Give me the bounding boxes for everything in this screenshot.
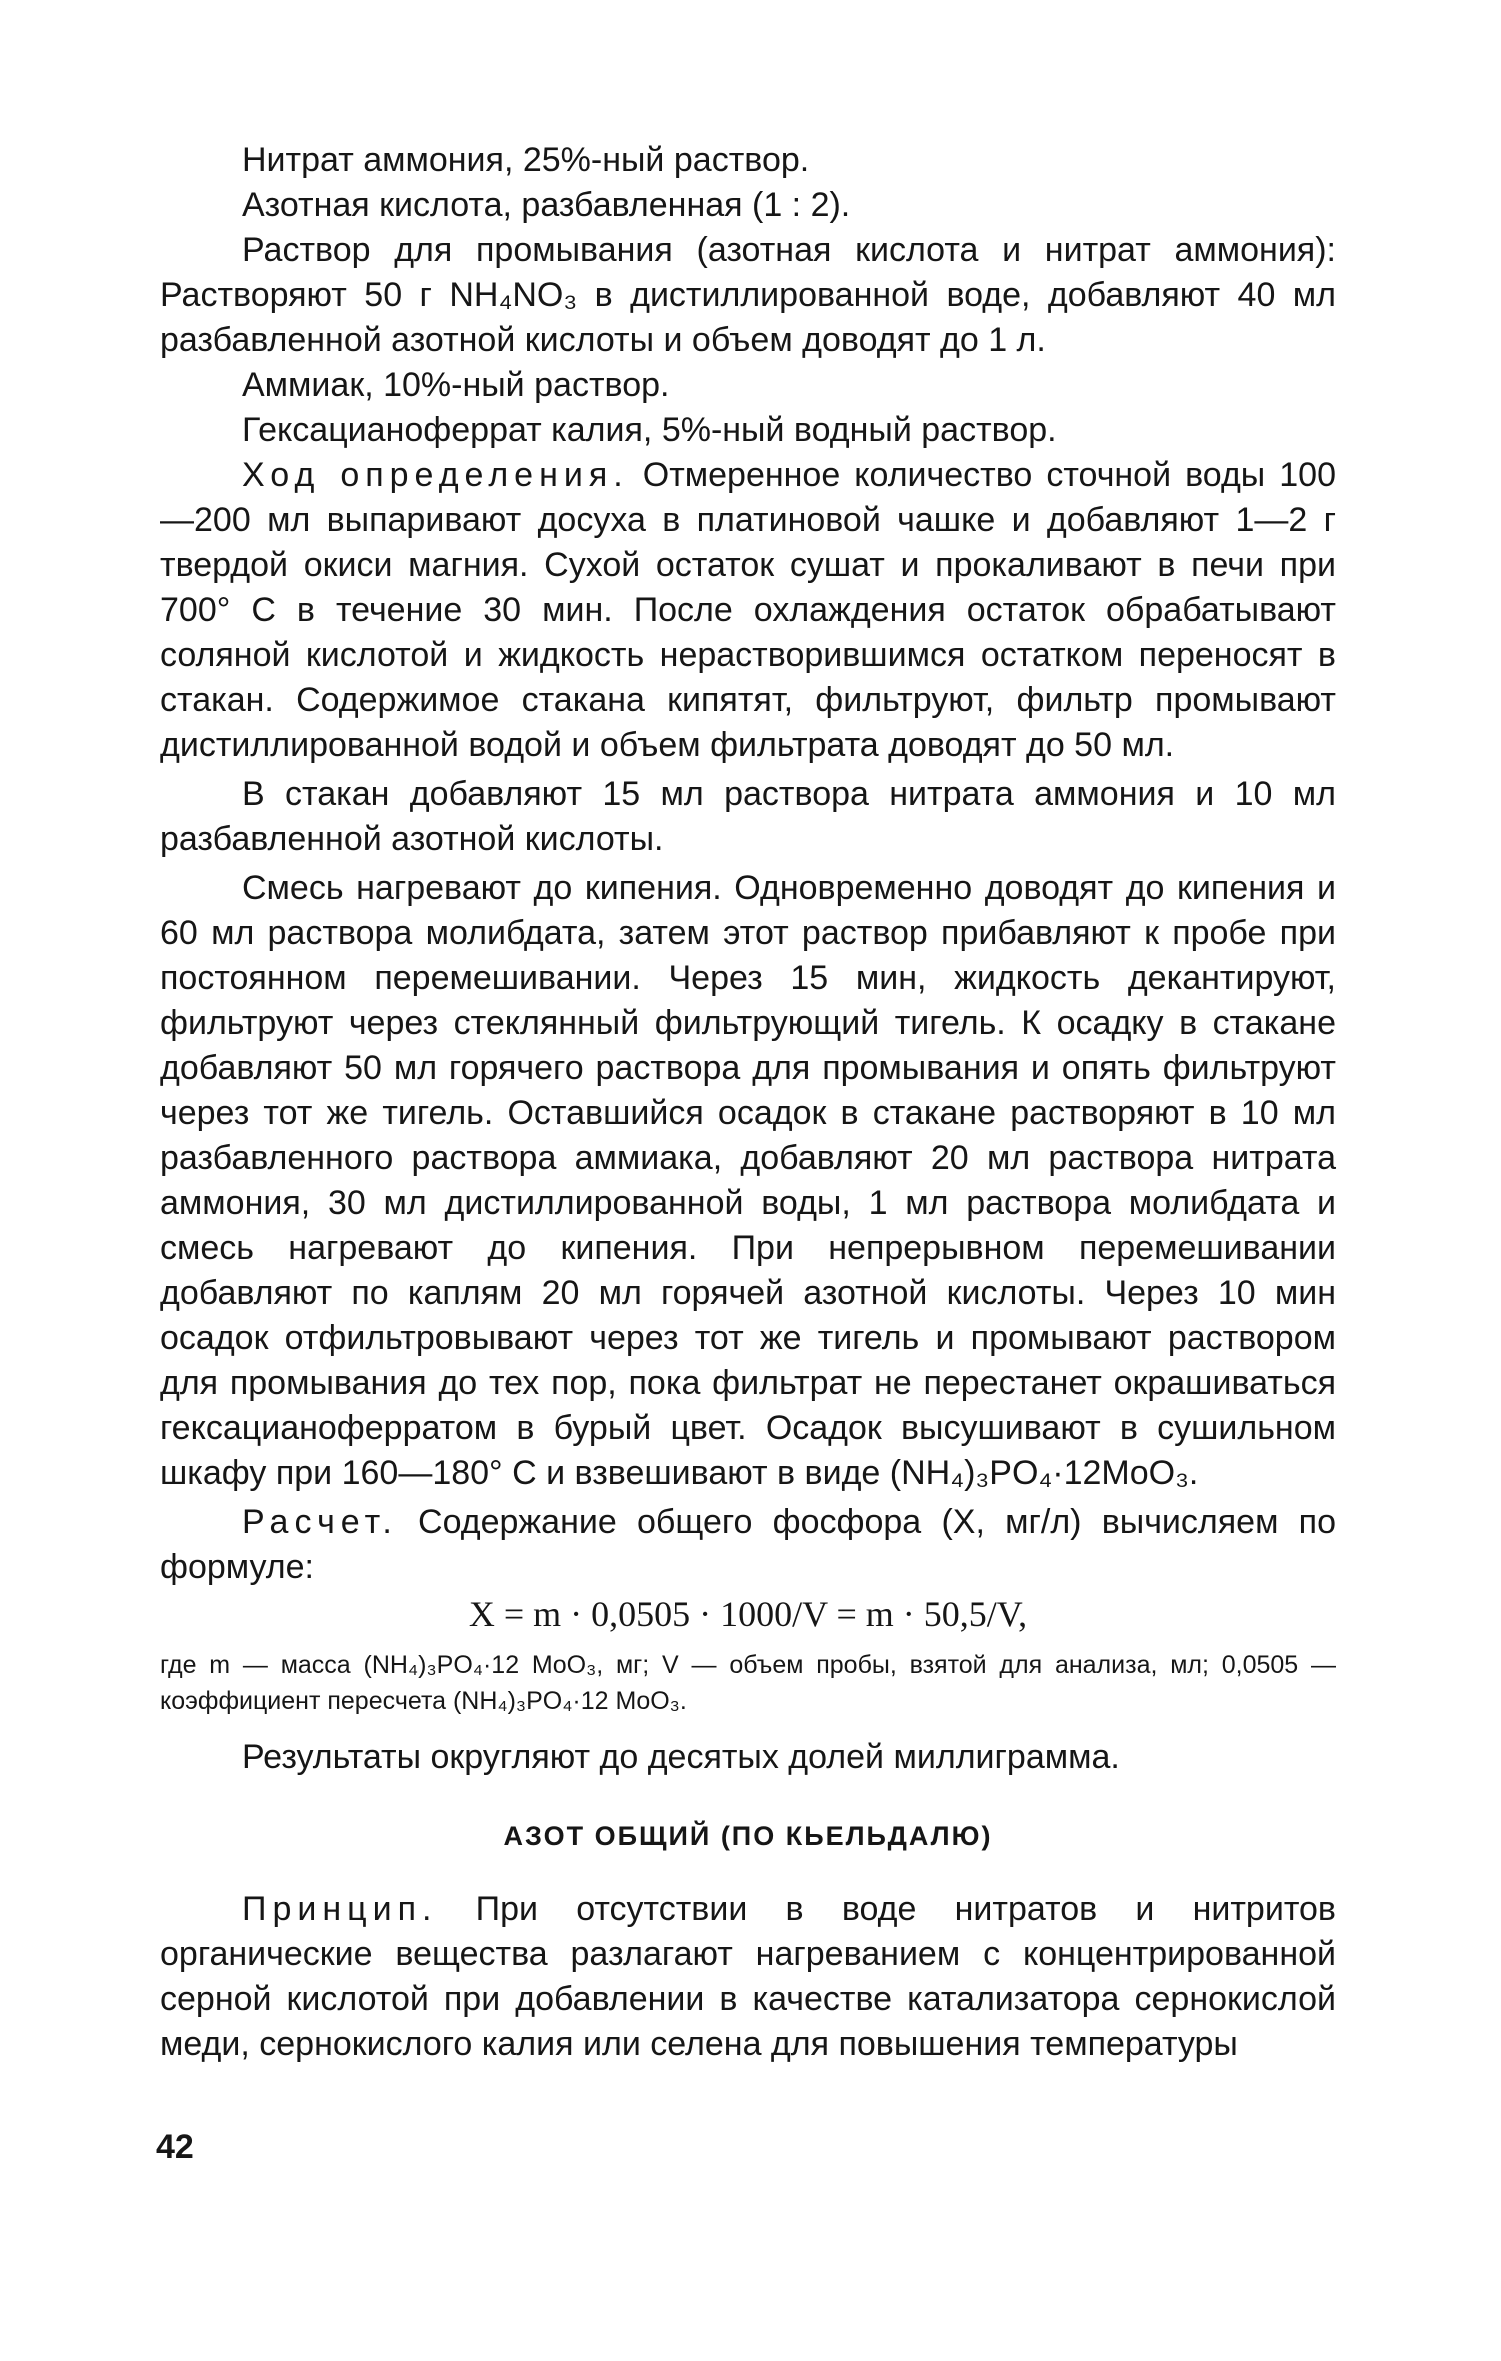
principle-paragraph: [160, 1887, 1336, 2067]
reagent-ammonium-nitrate: Нитрат аммония, 25%-ный раствор.: [242, 141, 810, 179]
reagent-nitric-acid: Азотная кислота, разбавленная (1 : 2).: [242, 186, 851, 224]
procedure-paragraph-2: В стакан добавляют 15 мл раствора нитрата аммония и 10 мл разбавленной азотной кислоты.: [160, 775, 1336, 858]
reagent-wash-solution: Раствор для промывания (азотная кислота и нитрат аммония): Растворяют 50 г NH₄NO₃ в дистиллированной воде, добавляют 40 мл разбавленной азотной кислоты и объем доводят до 1 л.: [160, 231, 1336, 359]
procedure-paragraph: [160, 453, 1336, 768]
page-body: [160, 138, 1336, 2067]
procedure-text: Отмеренное количество сточной воды 100—200 мл выпаривают досуха в платиновой чашке и добавляют 1—2 г твердой окиси магния. Сухой остаток сушат и прокаливают в печи при 700° С в течение 30 мин. После охлаждения остаток обрабатывают соляной кислотой и жидкость нерастворившимся остатком переносят в стакан. Содержимое стакана кипятят, фильтруют, фильтр промывают дистиллированной водой и объем фильтрата доводят до 50 мл.: [160, 456, 1336, 764]
reagent-hexacyanoferrate: Гексацианоферрат калия, 5%-ный водный раствор.: [242, 411, 1057, 449]
calculation-paragraph: [160, 1500, 1336, 1590]
page-number: 42: [156, 2128, 194, 2166]
calculation-text: Содержание общего фосфора (X, мг/л) вычисляем по формуле:: [160, 1503, 1336, 1586]
calculation-formula: X = m · 0,0505 · 1000/V = m · 50,5/V,: [468, 1594, 1028, 1634]
calculation-heading: Расчет.: [242, 1503, 398, 1541]
formula-footnote: где m — масса (NH₄)₃PO₄·12 MoO₃, мг; V — объем пробы, взятой для анализа, мл; 0,0505 — коэффициент пересчета (NH₄)₃PO₄·12 MoO₃.: [160, 1651, 1336, 1715]
principle-text: При отсутствии в воде нитратов и нитритов органические вещества разлагают нагреванием с концентрированной серной кислотой при добавлении в качестве катализатора сернокислой меди, сернокислого калия или селена для повышения температуры: [160, 1890, 1336, 2063]
procedure-heading: Ход определения.: [242, 456, 629, 494]
reagent-ammonia: Аммиак, 10%-ный раствор.: [242, 366, 670, 404]
rounding-note: Результаты округляют до десятых долей миллиграмма.: [242, 1738, 1120, 1776]
principle-heading: Принцип.: [242, 1890, 438, 1928]
procedure-paragraph-3: Смесь нагревают до кипения. Одновременно доводят до кипения и 60 мл раствора молибдата, затем этот раствор прибавляют к пробе при постоянном перемешивании. Через 15 мин, жидкость декантируют, фильтруют через стеклянный фильтрующий тигель. К осадку в стакане добавляют 50 мл горячего раствора для промывания и опять фильтруют через тот же тигель. Оставшийся осадок в стакане растворяют в 10 мл разбавленного раствора аммиака, добавляют 20 мл раствора нитрата аммония, 30 мл дистиллированной воды, 1 мл раствора молибдата и смесь нагревают до кипения. При непрерывном перемешивании добавляют по каплям 20 мл горячей азотной кислоты. Через 10 мин осадок отфильтровывают через тот же тигель и промывают раствором для промывания до тех пор, пока фильтрат не перестанет окрашиваться гексацианоферратом в бурый цвет. Осадок высушивают в сушильном шкафу при 160—180° С и взвешивают в виде (NH₄)₃PO₄·12MoO₃.: [160, 869, 1336, 1492]
section-title: АЗОТ ОБЩИЙ (ПО КЬЕЛЬДАЛЮ): [503, 1821, 993, 1851]
